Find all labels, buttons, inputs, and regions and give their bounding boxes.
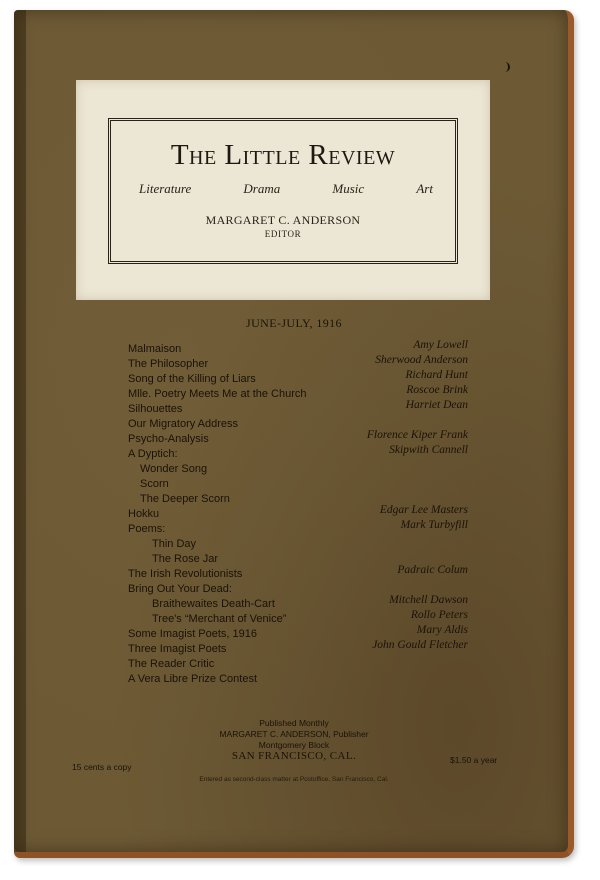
entry-title: Tree's “Merchant of Venice” — [152, 613, 287, 625]
entry-title: Malmaison — [128, 343, 182, 355]
contents-entry — [128, 399, 468, 417]
entry-author: Rollo Peters — [410, 609, 468, 621]
entry-author: Mitchell Dawson — [389, 594, 468, 606]
magazine-cover — [14, 10, 574, 858]
entry-title: Poems: — [128, 523, 166, 535]
contents-entry — [128, 477, 468, 492]
magazine-title: The Little Review — [170, 139, 396, 171]
entry-author: Harriet Dean — [405, 399, 468, 411]
entry-author: Mark Turbyfill — [400, 519, 468, 531]
entry-title: Braithewaites Death-Cart — [152, 598, 275, 610]
entry-title: Some Imagist Poets, 1916 — [128, 628, 258, 640]
publisher-city: SAN FRANCISCO, CAL. — [231, 750, 357, 762]
entry-title: The Deeper Scorn — [140, 493, 230, 505]
publication-frequency: Published Monthly — [259, 718, 329, 728]
contents-entry — [128, 444, 468, 462]
entry-title: A Vera Libre Prize Contest — [128, 673, 258, 685]
entry-title: Hokku — [128, 508, 160, 520]
subject-literature: Literature — [139, 181, 192, 196]
entry-author: Sherwood Anderson — [375, 354, 468, 366]
entry-title: Psycho-Analysis — [128, 433, 209, 445]
subject-drama: Drama — [243, 181, 281, 196]
contents-entry — [128, 564, 468, 582]
contents-entry — [128, 537, 468, 552]
subjects-line — [139, 181, 433, 197]
entry-author: Padraic Colum — [397, 564, 468, 576]
entry-title: Thin Day — [152, 538, 197, 550]
entry-author: Richard Hunt — [405, 369, 468, 381]
entry-title: The Rose Jar — [152, 553, 219, 565]
contents-entry — [128, 519, 468, 537]
entry-author: Florence Kiper Frank — [366, 429, 468, 441]
entry-title: Silhouettes — [128, 403, 183, 415]
entry-author: Mary Aldis — [416, 624, 468, 636]
pen-mark — [500, 62, 510, 72]
entry-title: Scorn — [140, 478, 169, 490]
publisher-name: MARGARET C. ANDERSON, Publisher — [219, 729, 369, 739]
entry-title: A Dyptich: — [128, 448, 178, 460]
issue-date: JUNE-JULY, 1916 — [246, 316, 342, 330]
entry-author: John Gould Fletcher — [372, 639, 468, 651]
contents-entry — [128, 672, 468, 687]
publisher-address: Montgomery Block — [258, 740, 330, 750]
entry-title: The Reader Critic — [128, 658, 215, 670]
entry-title: Wonder Song — [140, 463, 208, 475]
table-of-contents — [128, 339, 468, 687]
entry-title: The Irish Revolutionists — [128, 568, 243, 580]
entry-author: Skipwith Cannell — [389, 444, 468, 456]
entry-author: Roscoe Brink — [406, 384, 468, 396]
entry-title: Three Imagist Poets — [128, 643, 227, 655]
price-per-year: $1.50 a year — [450, 755, 498, 765]
contents-entry — [128, 462, 468, 477]
title-frame — [108, 118, 458, 264]
contents-entry — [128, 639, 468, 657]
entry-title: Mlle. Poetry Meets Me at the Church — [128, 388, 307, 400]
postal-entry-note: Entered as second-class matter at Postoffice, San Francisco, Cal. — [199, 776, 389, 783]
subject-art: Art — [416, 181, 433, 196]
title-label — [76, 80, 490, 300]
subject-music: Music — [332, 181, 365, 196]
entry-title: The Philosopher — [128, 358, 209, 370]
contents-entry — [128, 657, 468, 672]
entry-author: Amy Lowell — [413, 339, 468, 351]
entry-title: Our Migratory Address — [128, 418, 239, 430]
editor-name: MARGARET C. ANDERSON — [205, 213, 361, 227]
editor-role: EDITOR — [264, 229, 302, 239]
entry-author: Edgar Lee Masters — [379, 504, 468, 516]
entry-title: Bring Out Your Dead: — [128, 583, 232, 595]
price-per-copy: 15 cents a copy — [72, 762, 132, 772]
entry-title: Song of the Killing of Liars — [128, 373, 256, 385]
